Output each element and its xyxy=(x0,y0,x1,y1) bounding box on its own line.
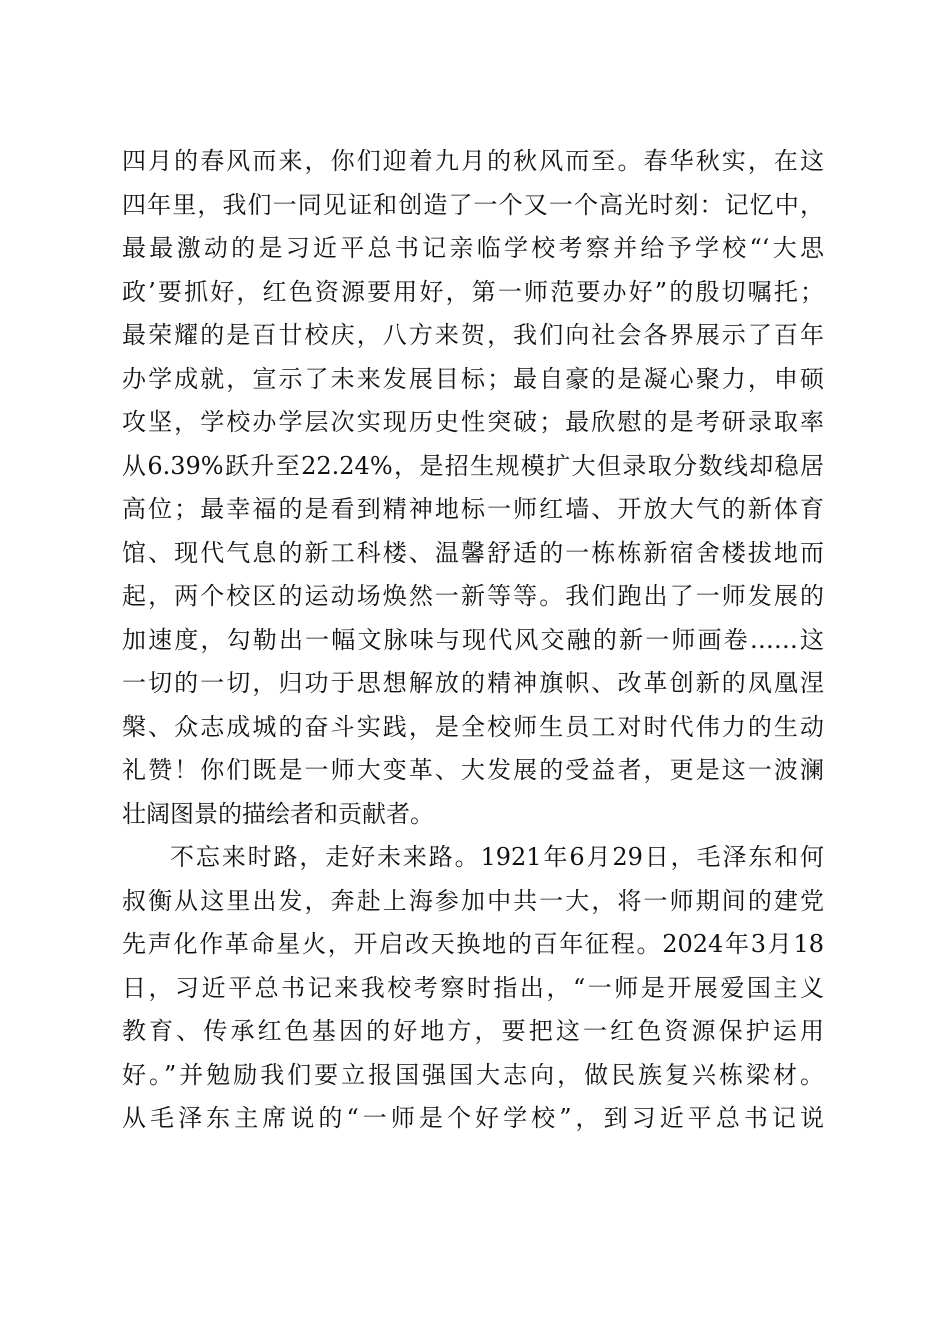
text-line: 攻坚，学校办学层次实现历史性突破；最欣慰的是考研录取率 xyxy=(122,408,824,436)
text-line: 高位；最幸福的是看到精神地标一师红墙、开放大气的新体育 xyxy=(122,495,824,523)
text-line: 叔衡从这里出发，奔赴上海参加中共一大，将一师期间的建党 xyxy=(122,886,824,915)
text-line: 最最激动的是习近平总书记亲临学校考察并给予学校“‘大思 xyxy=(122,234,824,262)
text-line: 馆、现代气息的新工科楼、温馨舒适的一栋栋新宿舍楼拔地而 xyxy=(122,538,824,567)
text-line: 办学成就，宣示了未来发展目标；最自豪的是凝心聚力，申硕 xyxy=(122,364,824,393)
text-line: 先声化作革命星火，开启改天换地的百年征程。2024年3月18 xyxy=(122,930,824,958)
text-line: 教育、传承红色基因的好地方，要把这一红色资源保护运用 xyxy=(122,1017,824,1045)
text-line: 起，两个校区的运动场焕然一新等等。我们跑出了一师发展的 xyxy=(122,582,824,610)
text-line: 槃、众志成城的奋斗实践，是全校师生员工对时代伟力的生动 xyxy=(122,712,824,741)
text-line: 加速度，勾勒出一幅文脉味与现代风交融的新一师画卷……这 xyxy=(122,625,824,654)
text-line: 日，习近平总书记来我校考察时指出，“一师是开展爱国主义 xyxy=(122,973,824,1002)
text-line: 最荣耀的是百廿校庆，八方来贺，我们向社会各界展示了百年 xyxy=(122,321,824,349)
text-line: 四年里，我们一同见证和创造了一个又一个高光时刻：记忆中， xyxy=(122,190,824,219)
text-line: 从毛泽东主席说的“一师是个好学校”，到习近平总书记说 xyxy=(122,1104,824,1132)
paragraph-end-line: 壮阔图景的描绘者和贡献者。 xyxy=(122,799,434,828)
text-line: 政’要抓好，红色资源要用好，第一师范要办好”的殷切嘱托； xyxy=(122,277,824,306)
text-line: 好。”并勉励我们要立报国强国大志向，做民族复兴栋梁材。 xyxy=(122,1060,824,1089)
paragraph-start-line: 不忘来时路，走好未来路。1921年6月29日，毛泽东和何 xyxy=(170,843,824,871)
text-line: 四月的春风而来，你们迎着九月的秋风而至。春华秋实，在这 xyxy=(122,147,824,175)
text-line: 从6.39%跃升至22.24%，是招生规模扩大但录取分数线却稳居 xyxy=(122,451,824,480)
body-text xyxy=(122,140,824,1141)
text-line: 一切的一切，归功于思想解放的精神旗帜、改革创新的凤凰涅 xyxy=(122,669,824,697)
text-line: 礼赞！你们既是一师大变革、大发展的受益者，更是这一波澜 xyxy=(122,756,824,784)
